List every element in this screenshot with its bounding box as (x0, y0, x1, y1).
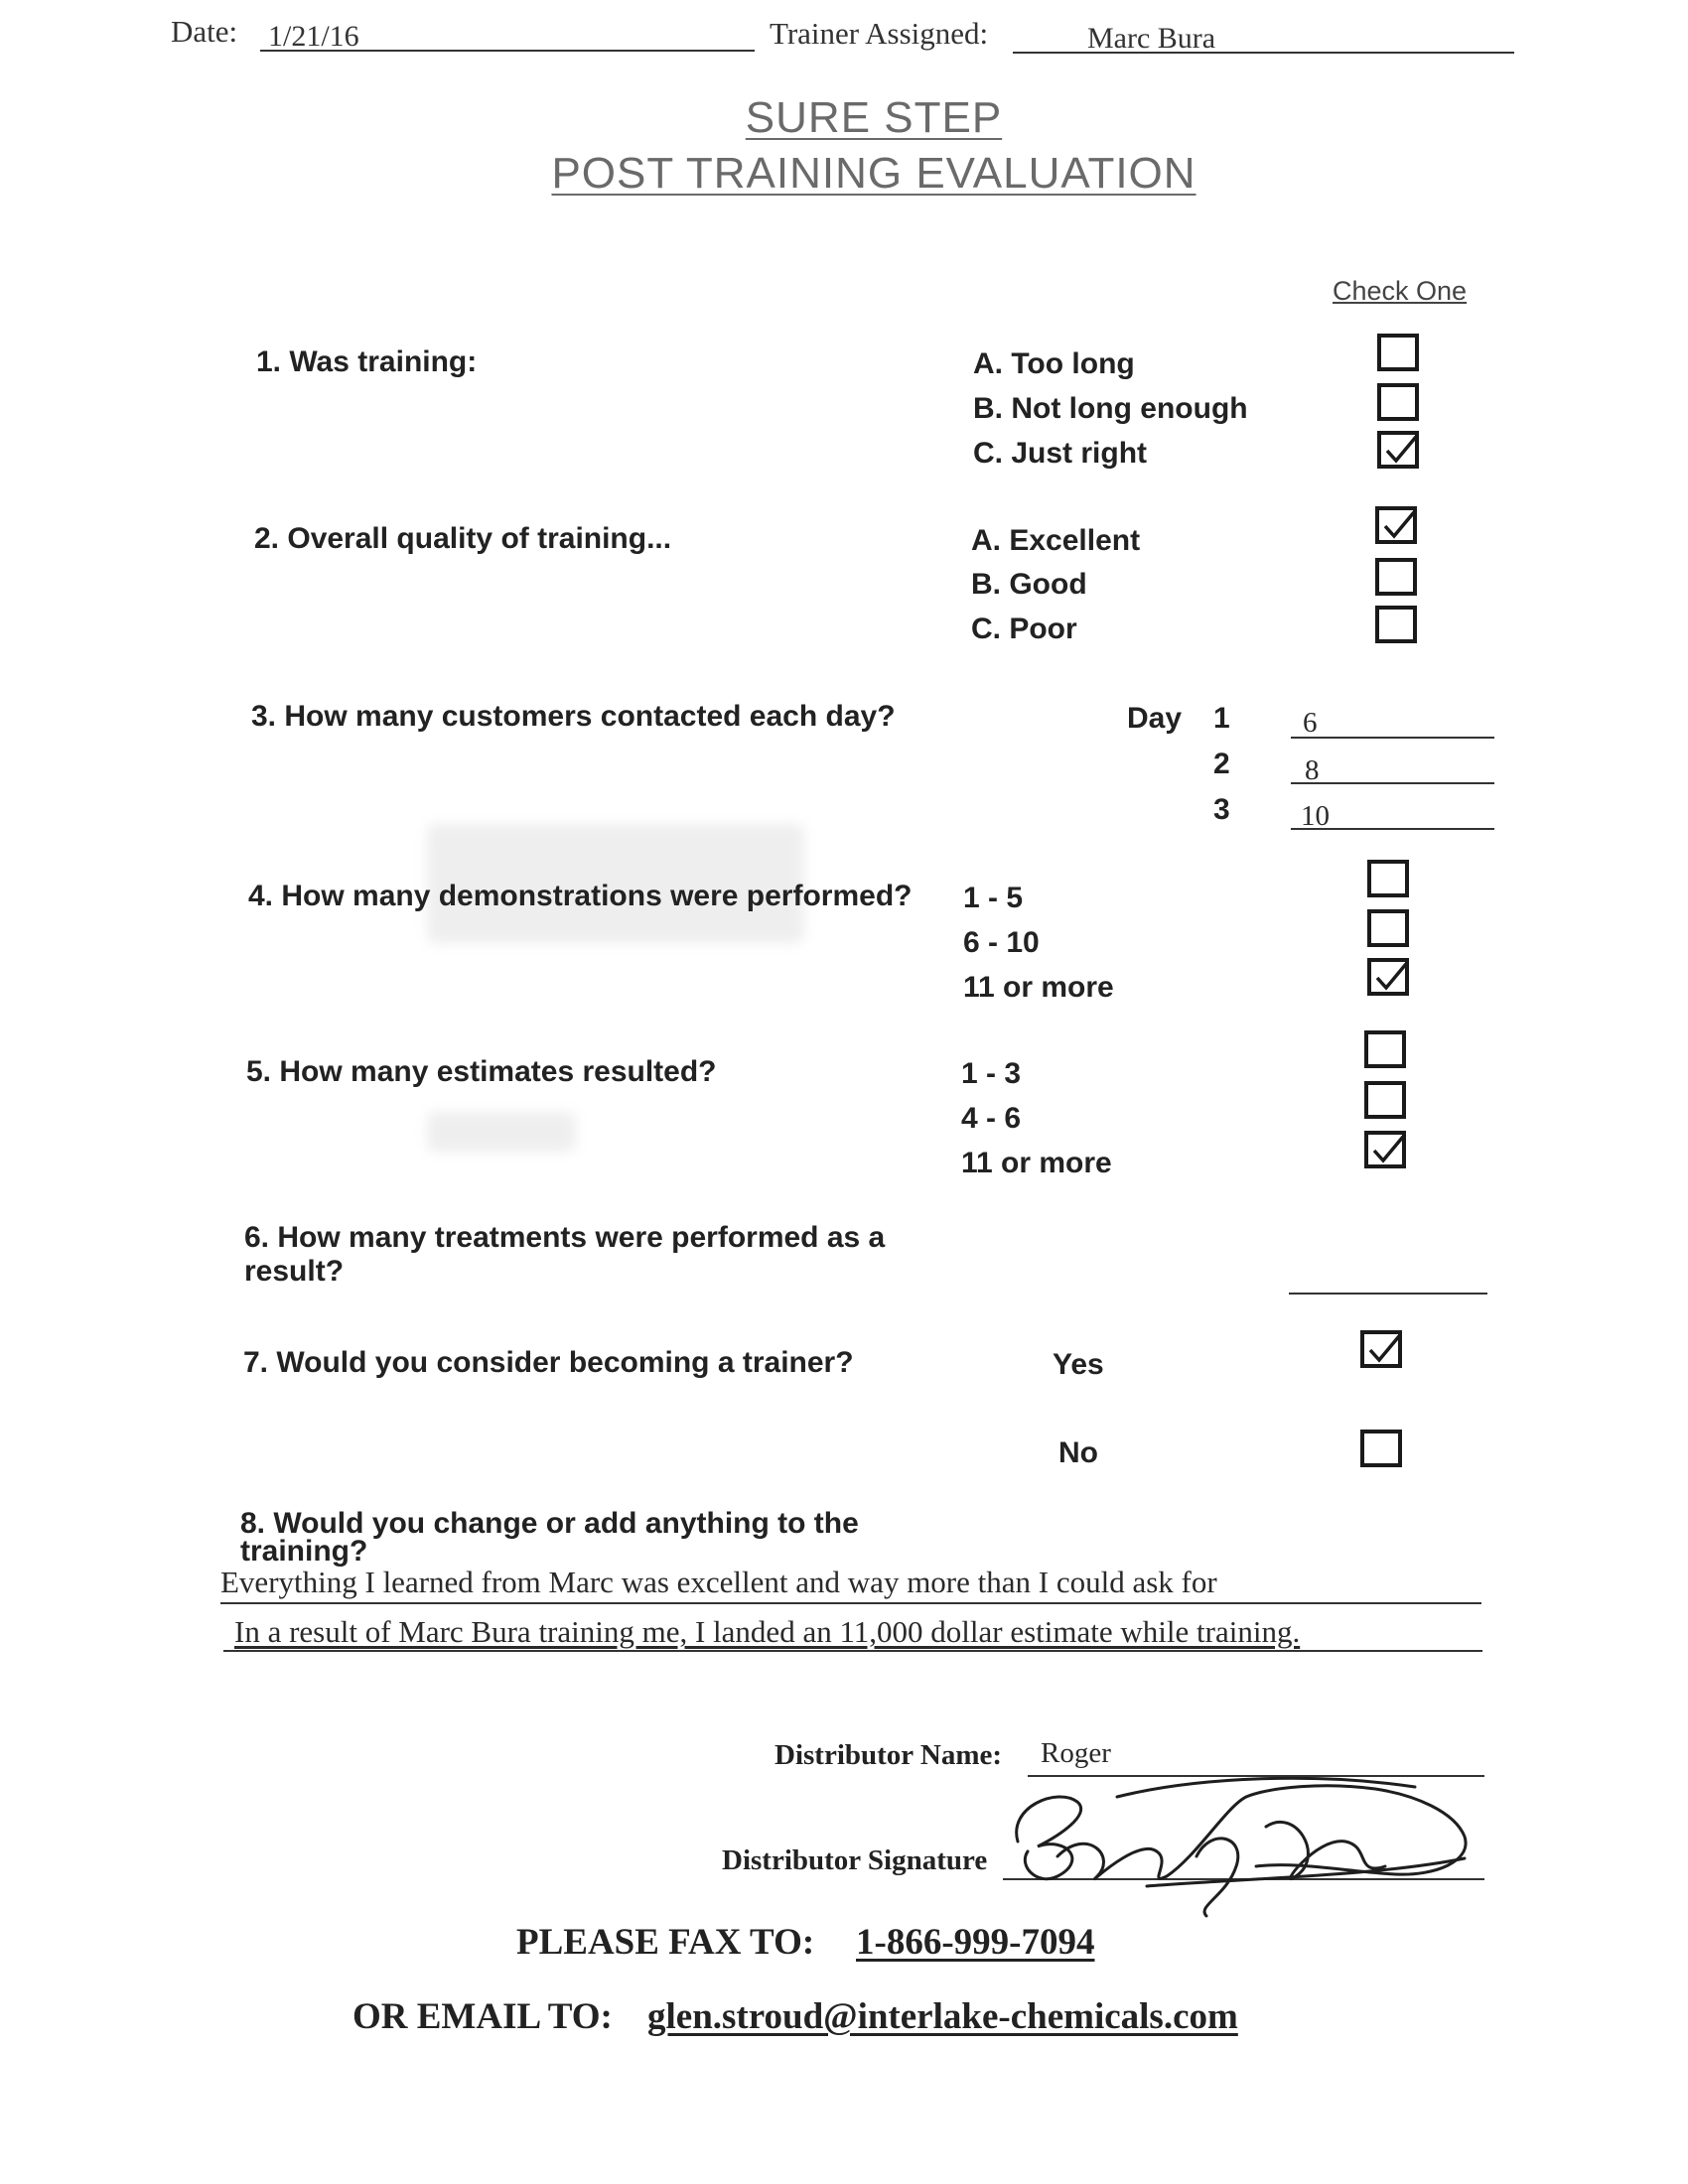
distributor-name-value: Roger (1041, 1737, 1111, 1769)
q8-comment-underline-1 (220, 1602, 1481, 1604)
q5-3-checkbox[interactable] (1364, 1131, 1406, 1168)
fax-label: PLEASE FAX TO: (516, 1922, 815, 1963)
email-address[interactable]: glen.stroud@interlake-chemicals.com (647, 1996, 1238, 2037)
q2-option-c: C. Poor (971, 613, 1077, 645)
question-8-line-1: 8. Would you change or add anything to the (240, 1507, 859, 1540)
email-label: OR EMAIL TO: (352, 1996, 613, 2037)
date-value: 1/21/16 (268, 20, 359, 53)
checkmark-icon (1381, 508, 1419, 544)
question-6-line-1: 6. How many treatments were performed as a (244, 1221, 886, 1254)
q4-option-1: 1 - 5 (963, 882, 1024, 914)
question-4: 4. How many demonstrations were performed? (248, 880, 913, 912)
question-7: 7. Would you consider becoming a trainer? (243, 1346, 854, 1379)
q5-1-checkbox[interactable] (1364, 1030, 1406, 1068)
q7-no-label: No (1058, 1436, 1098, 1469)
trainer-value: Marc Bura (1087, 22, 1216, 55)
trainer-label: Trainer Assigned: (770, 16, 989, 51)
q3-day-3-line (1291, 828, 1494, 830)
scan-smudge (427, 1112, 576, 1152)
q3-day-2-value: 8 (1305, 754, 1320, 786)
q1-b-checkbox[interactable] (1377, 383, 1419, 421)
checkmark-icon (1383, 433, 1421, 469)
q3-day-label: Day (1127, 702, 1183, 735)
q4-option-2: 6 - 10 (963, 926, 1040, 959)
q1-option-a: A. Too long (973, 347, 1135, 380)
date-underline (260, 50, 755, 52)
title-line-1: SURE STEP (745, 93, 1003, 142)
q5-2-checkbox[interactable] (1364, 1081, 1406, 1119)
q3-day-2-num: 2 (1213, 748, 1230, 780)
fax-number[interactable]: 1-866-999-7094 (856, 1922, 1095, 1963)
q7-yes-checkbox[interactable] (1360, 1330, 1402, 1368)
q5-option-2: 4 - 6 (961, 1102, 1022, 1135)
q7-yes-label: Yes (1053, 1348, 1104, 1381)
q1-option-b: B. Not long enough (973, 392, 1248, 425)
q8-comment-underline-2 (223, 1650, 1482, 1652)
q2-option-b: B. Good (971, 568, 1087, 601)
q1-option-c: C. Just right (973, 437, 1148, 470)
question-1: 1. Was training: (256, 345, 478, 378)
distributor-name-label: Distributor Name: (774, 1739, 1003, 1771)
check-one-label: Check One (1333, 276, 1468, 306)
q4-1-checkbox[interactable] (1367, 860, 1409, 897)
q2-c-checkbox[interactable] (1375, 606, 1417, 643)
q3-day-1-line (1291, 737, 1494, 739)
q5-option-3: 11 or more (961, 1147, 1112, 1179)
date-label: Date: (171, 14, 238, 49)
q4-2-checkbox[interactable] (1367, 909, 1409, 947)
trainer-underline (1013, 52, 1514, 54)
q1-a-checkbox[interactable] (1377, 334, 1419, 371)
question-8-line-2: training? (240, 1535, 368, 1568)
q1-c-checkbox[interactable] (1377, 431, 1419, 469)
q3-day-2-line (1291, 782, 1494, 784)
q6-answer-line (1289, 1293, 1487, 1295)
q5-option-1: 1 - 3 (961, 1057, 1022, 1090)
checkmark-icon (1370, 1133, 1408, 1168)
checkmark-icon (1373, 960, 1411, 996)
q8-comment-line-1: Everything I learned from Marc was excellent and way more than I could ask for (220, 1565, 1217, 1599)
q2-b-checkbox[interactable] (1375, 558, 1417, 596)
q3-day-3-num: 3 (1213, 793, 1230, 826)
q2-a-checkbox[interactable] (1375, 506, 1417, 544)
q4-3-checkbox[interactable] (1367, 958, 1409, 996)
q7-no-checkbox[interactable] (1360, 1430, 1402, 1467)
question-5: 5. How many estimates resulted? (246, 1055, 717, 1088)
question-2: 2. Overall quality of training... (254, 522, 672, 555)
question-3: 3. How many customers contacted each day? (251, 700, 896, 733)
distributor-signature-label: Distributor Signature (722, 1844, 988, 1876)
q3-day-3-value: 10 (1301, 800, 1330, 832)
signature-scribble (998, 1767, 1484, 1926)
q8-comment-line-2: In a result of Marc Bura training me, I landed an 11,000 dollar estimate while training. (234, 1614, 1301, 1649)
q4-option-3: 11 or more (963, 971, 1114, 1004)
q2-option-a: A. Excellent (971, 524, 1141, 557)
question-6-line-2: result? (244, 1255, 345, 1288)
title-line-2: POST TRAINING EVALUATION (551, 149, 1196, 198)
q3-day-1-value: 6 (1303, 707, 1318, 739)
checkmark-icon (1366, 1332, 1404, 1368)
q3-day-1-num: 1 (1213, 702, 1230, 735)
